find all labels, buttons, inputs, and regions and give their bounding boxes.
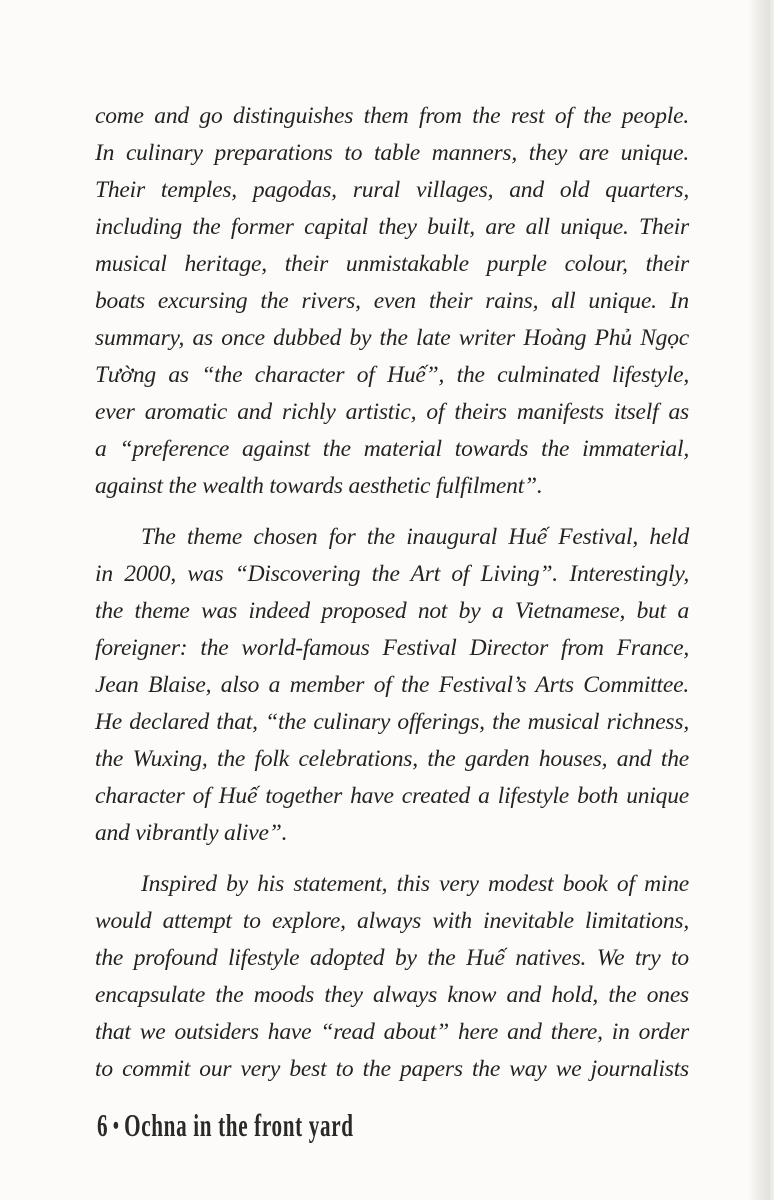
text-line: and vibrantly alive”. <box>95 820 288 846</box>
text-line: to commit our very best to the papers the way we journalists <box>95 1056 689 1082</box>
paragraph <box>95 519 689 852</box>
text-line: the profound lifestyle adopted by the Huế natives. We try to <box>95 945 689 971</box>
text-line: He declared that, “the culinary offerings, the musical richness, <box>95 709 689 735</box>
text-line: in 2000, was “Discovering the Art of Living”. Interestingly, <box>95 561 689 587</box>
text-line: the Wuxing, the folk celebrations, the garden houses, and the <box>95 746 689 772</box>
scan-edge-shadow <box>748 0 774 1200</box>
page-footer <box>97 1107 354 1144</box>
text-line: Inspired by his statement, this very modest book of mine <box>141 871 689 897</box>
body-text <box>95 98 689 1088</box>
text-line: musical heritage, their unmistakable purple colour, their <box>95 251 689 277</box>
text-line: Their temples, pagodas, rural villages, and old quarters, <box>95 177 689 203</box>
text-line: including the former capital they built, are all unique. Their <box>95 214 689 240</box>
text-line: Tường as “the character of Huế”, the culminated lifestyle, <box>95 362 689 388</box>
paragraph <box>95 98 689 505</box>
text-line: The theme chosen for the inaugural Huế Festival, held <box>141 524 689 550</box>
text-line: a “preference against the material towards the immaterial, <box>95 436 689 462</box>
text-line: would attempt to explore, always with inevitable limitations, <box>95 908 689 934</box>
text-line: that we outsiders have “read about” here and there, in order <box>95 1019 689 1045</box>
text-line: against the wealth towards aesthetic fulfilment”. <box>95 473 543 499</box>
text-line: foreigner: the world-famous Festival Director from France, <box>95 635 689 661</box>
text-line: ever aromatic and richly artistic, of theirs manifests itself as <box>95 399 689 425</box>
text-line: summary, as once dubbed by the late writer Hoàng Phủ Ngọc <box>95 325 689 351</box>
paragraph <box>95 866 689 1088</box>
text-line: encapsulate the moods they always know and hold, the ones <box>95 982 689 1008</box>
text-line: come and go distinguishes them from the rest of the people. <box>95 103 689 129</box>
text-line: character of Huế together have created a lifestyle both unique <box>95 783 689 809</box>
text-line: the theme was indeed proposed not by a Vietnamese, but a <box>95 598 689 624</box>
text-line: boats excursing the rivers, even their rains, all unique. In <box>95 288 689 314</box>
page-number: 6 <box>97 1107 109 1143</box>
text-line: Jean Blaise, also a member of the Festival’s Arts Committee. <box>95 672 689 698</box>
text-line: In culinary preparations to table manners, they are unique. <box>95 140 689 166</box>
footer-separator-dot: • <box>112 1111 120 1140</box>
book-title: Ochna in the front yard <box>124 1107 354 1143</box>
